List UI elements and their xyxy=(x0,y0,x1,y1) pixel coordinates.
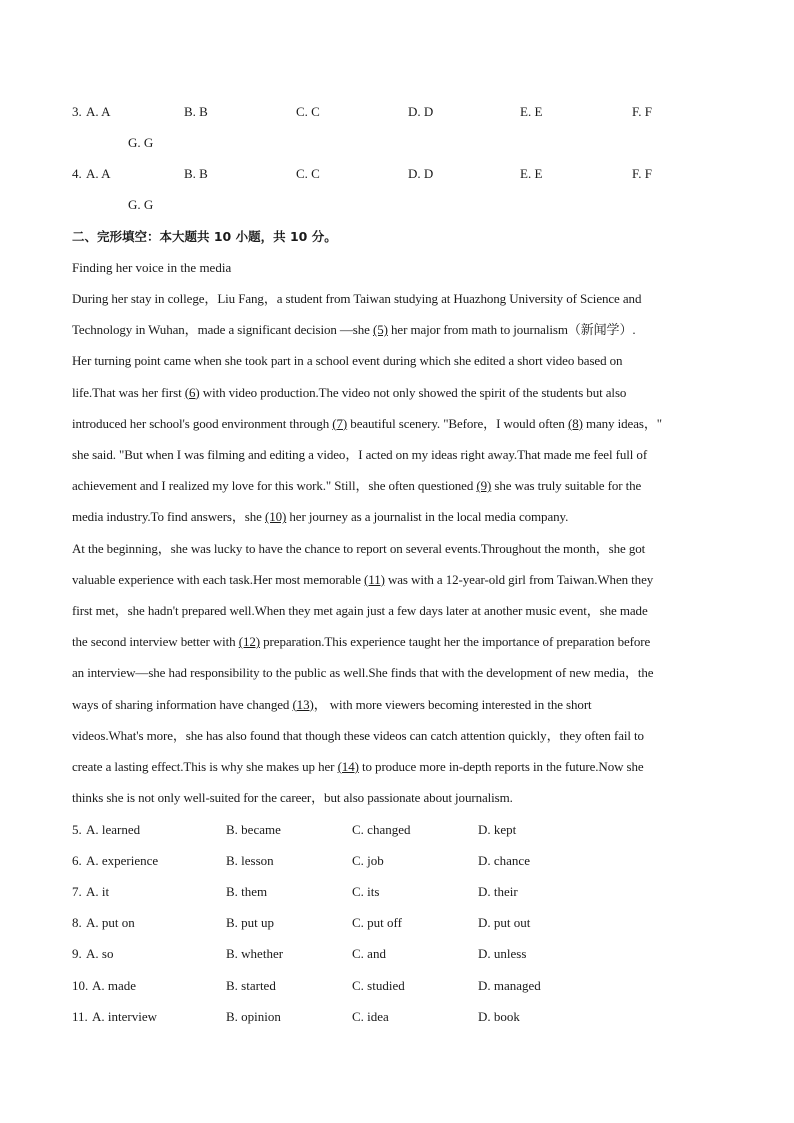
option-b: B. whether xyxy=(226,946,284,962)
option-b: B. started xyxy=(226,977,276,993)
option-b: B. became xyxy=(226,822,281,837)
question-number: 11. xyxy=(72,1008,88,1024)
passage-text: thinks she is not only well-suited for the career，but also passionate about journalism. xyxy=(72,790,513,806)
option-g: G. G xyxy=(128,135,154,150)
passage-line xyxy=(72,385,626,401)
passage-text: ， with more viewers becoming interested in the short xyxy=(313,696,592,712)
passage-line xyxy=(72,478,641,494)
option-b: B. B xyxy=(184,166,208,181)
passage-line xyxy=(72,759,644,775)
passage-text: ways of sharing information have changed xyxy=(72,696,293,712)
option-a: A. it xyxy=(86,884,110,900)
passage-text: her journey as a journalist in the local media company. xyxy=(286,509,569,525)
passage-line xyxy=(72,509,568,525)
option-d: D. their xyxy=(478,884,518,900)
option-f: F. F xyxy=(632,166,652,181)
option-b: B. lesson xyxy=(226,853,274,869)
option-d: D. D xyxy=(408,166,434,181)
option-b: B. B xyxy=(184,104,208,119)
option-d: D. put out xyxy=(478,915,531,931)
passage-text: her major from math to journalism（新闻学）. xyxy=(387,322,636,338)
passage-text: achievement and I realized my love for this work." Still，she often questioned xyxy=(72,478,477,494)
blank-number: (6) xyxy=(184,384,200,400)
option-e: E. E xyxy=(520,104,543,119)
option-a: A. interview xyxy=(92,1008,157,1024)
passage-text: to produce more in-depth reports in the future.Now she xyxy=(358,759,644,774)
blank-number: (7) xyxy=(332,415,348,431)
passage-line xyxy=(72,603,648,619)
passage-text: valuable experience with each task.Her most memorable xyxy=(72,571,365,587)
blank-number: (10) xyxy=(264,509,287,525)
blank-number: (5) xyxy=(372,322,388,338)
option-d: D. managed xyxy=(478,977,541,993)
question-number: 10. xyxy=(72,977,89,993)
option-a: A. A xyxy=(86,166,111,181)
option-a: A. made xyxy=(92,977,137,993)
passage-text: create a lasting effect.This is why she makes up her xyxy=(72,759,338,774)
option-e: E. E xyxy=(520,166,543,181)
question-number: 8. xyxy=(72,915,82,931)
option-c: C. idea xyxy=(352,1008,389,1024)
passage-text: beautiful scenery. "Before，I would often xyxy=(347,415,568,431)
option-c: C. job xyxy=(352,853,384,869)
option-d: D. unless xyxy=(478,946,527,962)
passage-text: she was truly suitable for the xyxy=(491,478,642,494)
passage-line xyxy=(72,572,653,588)
blank-number: (8) xyxy=(567,415,583,431)
passage-line xyxy=(72,728,644,744)
blank-number: (12) xyxy=(238,634,260,650)
option-a: A. so xyxy=(86,946,114,962)
question-number: 4. xyxy=(72,166,82,181)
option-c: C. put off xyxy=(352,915,402,931)
passage-line xyxy=(72,291,641,307)
passage-text: media industry.To find answers，she xyxy=(72,509,265,525)
blank-number: (14) xyxy=(337,759,359,774)
passage-line xyxy=(72,665,653,681)
option-b: B. put up xyxy=(226,915,275,931)
passage-line xyxy=(72,416,662,432)
option-d: D. kept xyxy=(478,822,517,837)
passage-text: an interview—she had responsibility to the public as well.She finds that with the development of new media，the xyxy=(72,665,654,681)
option-f: F. F xyxy=(632,104,652,119)
passage-text: with video production.The video not only showed the spirit of the students but also xyxy=(199,384,627,400)
blank-number: (13) xyxy=(292,696,314,712)
option-b: B. them xyxy=(226,884,268,900)
passage-line xyxy=(72,790,513,806)
passage-text: first met，she hadn't prepared well.When they met again just a few days later at another music event，she made xyxy=(72,603,648,618)
passage-text: many ideas，" xyxy=(582,415,662,431)
section-heading: 二、完形填空：本大题共 10 小题，共 10 分。 xyxy=(72,229,337,244)
question-number: 5. xyxy=(72,822,82,837)
option-d: D. book xyxy=(478,1008,520,1024)
passage-text: videos.What's more，she has also found that though these videos can catch attention quickly，they often fail to xyxy=(72,727,644,743)
question-number: 3. xyxy=(72,104,82,119)
passage-text: introduced her school's good environment through xyxy=(72,415,333,431)
option-d: D. D xyxy=(408,104,434,119)
passage-text: At the beginning，she was lucky to have the chance to report on several events.Throughout the month，she got xyxy=(72,540,646,556)
option-c: C. changed xyxy=(352,822,411,837)
passage-line xyxy=(72,634,650,650)
option-a: A. put on xyxy=(86,915,135,931)
option-d: D. chance xyxy=(478,853,530,869)
option-a: A. experience xyxy=(86,853,159,869)
question-number: 7. xyxy=(72,884,82,900)
passage-title: Finding her voice in the media xyxy=(72,260,232,275)
blank-number: (9) xyxy=(476,478,492,494)
passage-text: Technology in Wuhan，made a significant decision —she xyxy=(72,322,373,338)
passage-line xyxy=(72,353,622,369)
passage-text: preparation.This experience taught her the importance of preparation before xyxy=(260,634,651,650)
passage-text: was with a 12-year-old girl from Taiwan.When they xyxy=(384,571,654,587)
option-a: A. learned xyxy=(86,822,141,837)
option-c: C. studied xyxy=(352,977,405,993)
passage-line xyxy=(72,541,645,557)
option-c: C. C xyxy=(296,166,320,181)
option-g: G. G xyxy=(128,197,154,212)
question-number: 9. xyxy=(72,946,82,962)
passage-text: life.That was her first xyxy=(72,384,185,400)
passage-text: Her turning point came when she took part in a school event during which she edited a short video based on xyxy=(72,353,623,369)
passage-text: the second interview better with xyxy=(72,634,239,650)
passage-line xyxy=(72,697,592,713)
option-c: C. C xyxy=(296,104,320,119)
passage-line xyxy=(72,447,647,463)
passage-line xyxy=(72,322,636,338)
option-b: B. opinion xyxy=(226,1008,281,1024)
passage-text: During her stay in college，Liu Fang，a student from Taiwan studying at Huazhong University of Science and xyxy=(72,291,642,306)
option-c: C. and xyxy=(352,946,386,962)
passage-text: she said. "But when I was filming and editing a video，I acted on my ideas right away.That made me feel full of xyxy=(72,447,648,462)
blank-number: (11) xyxy=(364,571,385,587)
option-c: C. its xyxy=(352,884,380,900)
option-a: A. A xyxy=(86,104,111,119)
question-number: 6. xyxy=(72,853,82,869)
